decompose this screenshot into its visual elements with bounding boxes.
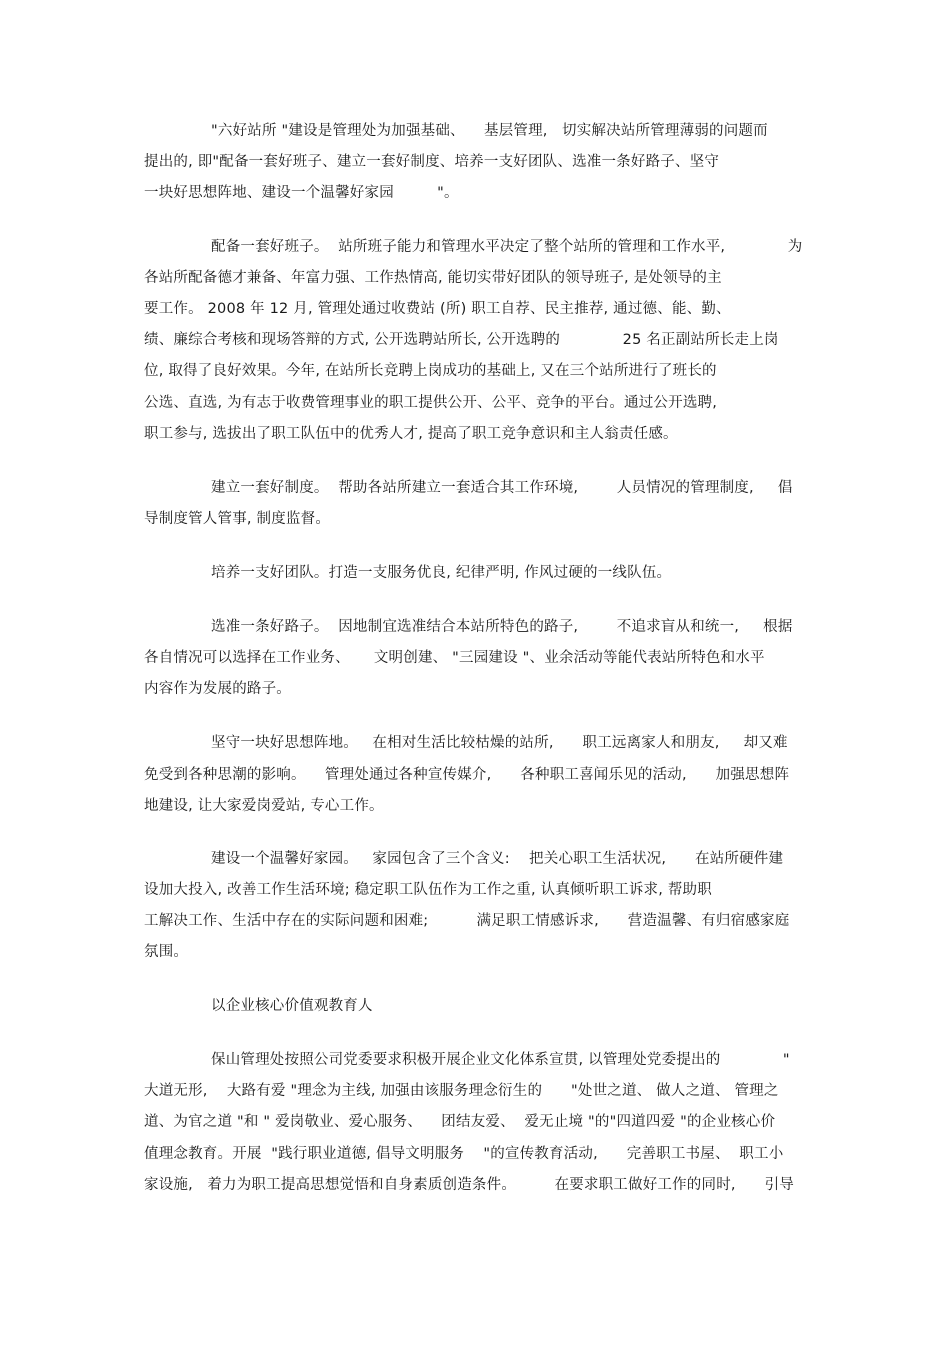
paragraph-7-line-4: 氛围。	[144, 944, 189, 960]
paragraph-2-line-4: 绩、廉综合考核和现场答辩的方式, 公开选聘站所长, 公开选聘的 25 名正副站所长走上岗	[144, 332, 779, 348]
paragraph-3-line-2: 导制度管人管事, 制度监督。	[144, 511, 331, 527]
paragraph-9-line-1: 保山管理处按照公司党委要求积极开展企业文化体系宣贯, 以管理处党委提出的 "	[211, 1052, 790, 1068]
paragraph-3-line-1: 建立一套好制度。 帮助各站所建立一套适合其工作环境, 人员情况的管理制度, 倡	[211, 480, 793, 496]
paragraph-4-line-1: 培养一支好团队。打造一支服务优良, 纪律严明, 作风过硬的一线队伍。	[211, 565, 672, 581]
paragraph-1-line-2: 提出的, 即"配备一套好班子、建立一套好制度、培养一支好团队、选准一条好路子、坚守	[144, 154, 720, 170]
paragraph-9-line-4: 值理念教育。开展 "践行职业道德, 倡导文明服务 "的宣传教育活动, 完善职工书屋、 职工小	[144, 1146, 784, 1162]
paragraph-2-line-7: 职工参与, 选拔出了职工队伍中的优秀人才, 提高了职工竞争意识和主人翁责任感。	[144, 426, 678, 442]
paragraph-1-line-3: 一块好思想阵地、建设一个温馨好家园 "。	[144, 185, 459, 201]
paragraph-9-line-3: 道、为官之道 "和 " 爱岗敬业、爱心服务、 团结友爱、 爱无止境 "的"四道四爱 "的企业核心价	[144, 1114, 776, 1130]
paragraph-1-line-1: "六好站所 "建设是管理处为加强基础、 基层管理, 切实解决站所管理薄弱的问题而	[211, 123, 768, 139]
paragraph-6-line-2: 免受到各种思潮的影响。 管理处通过各种宣传媒介, 各种职工喜闻乐见的活动, 加强思想阵	[144, 767, 790, 783]
paragraph-2-line-2: 各站所配备德才兼备、年富力强、工作热情高, 能切实带好团队的领导班子, 是处领导的主	[144, 270, 722, 286]
paragraph-7-line-3: 工解决工作、生活中存在的实际问题和困难; 满足职工情感诉求, 营造温馨、有归宿感家庭	[144, 913, 790, 929]
paragraph-2-line-5: 位, 取得了良好效果。今年, 在站所长竞聘上岗成功的基础上, 又在三个站所进行了班长的	[144, 363, 717, 379]
paragraph-5-line-1: 选准一条好路子。 因地制宜选准结合本站所特色的路子, 不追求盲从和统一, 根据	[211, 619, 793, 635]
paragraph-9-line-5: 家设施, 着力为职工提高思想觉悟和自身素质创造条件。 在要求职工做好工作的同时, 引导	[144, 1177, 794, 1193]
paragraph-7-line-1: 建设一个温馨好家园。 家园包含了三个含义: 把关心职工生活状况, 在站所硬件建	[211, 851, 784, 867]
paragraph-2-line-1: 配备一套好班子。 站所班子能力和管理水平决定了整个站所的管理和工作水平, 为	[211, 239, 803, 255]
paragraph-2-line-6: 公选、直选, 为有志于收费管理事业的职工提供公开、公平、竞争的平台。通过公开选聘,	[144, 395, 718, 411]
paragraph-9-line-2: 大道无形, 大路有爱 "理念为主线, 加强由该服务理念衍生的 "处世之道、 做人之道、 管理之	[144, 1083, 779, 1099]
paragraph-6-line-1: 坚守一块好思想阵地。 在相对生活比较枯燥的站所, 职工远离家人和朋友, 却又难	[211, 735, 788, 751]
paragraph-5-line-3: 内容作为发展的路子。	[144, 681, 291, 697]
section-heading: 以企业核心价值观教育人	[211, 998, 373, 1014]
paragraph-2-line-3: 要工作。 2008 年 12 月, 管理处通过收费站 (所) 职工自荐、民主推荐, 通过德、能、勤、	[144, 301, 731, 317]
paragraph-5-line-2: 各自情况可以选择在工作业务、 文明创建、 "三园建设 "、业余活动等能代表站所特色和水平	[144, 650, 765, 666]
paragraph-7-line-2: 设加大投入, 改善工作生活环境; 稳定职工队伍作为工作之重, 认真倾听职工诉求, 帮助职	[144, 882, 712, 898]
paragraph-6-line-3: 地建设, 让大家爱岗爱站, 专心工作。	[144, 798, 384, 814]
